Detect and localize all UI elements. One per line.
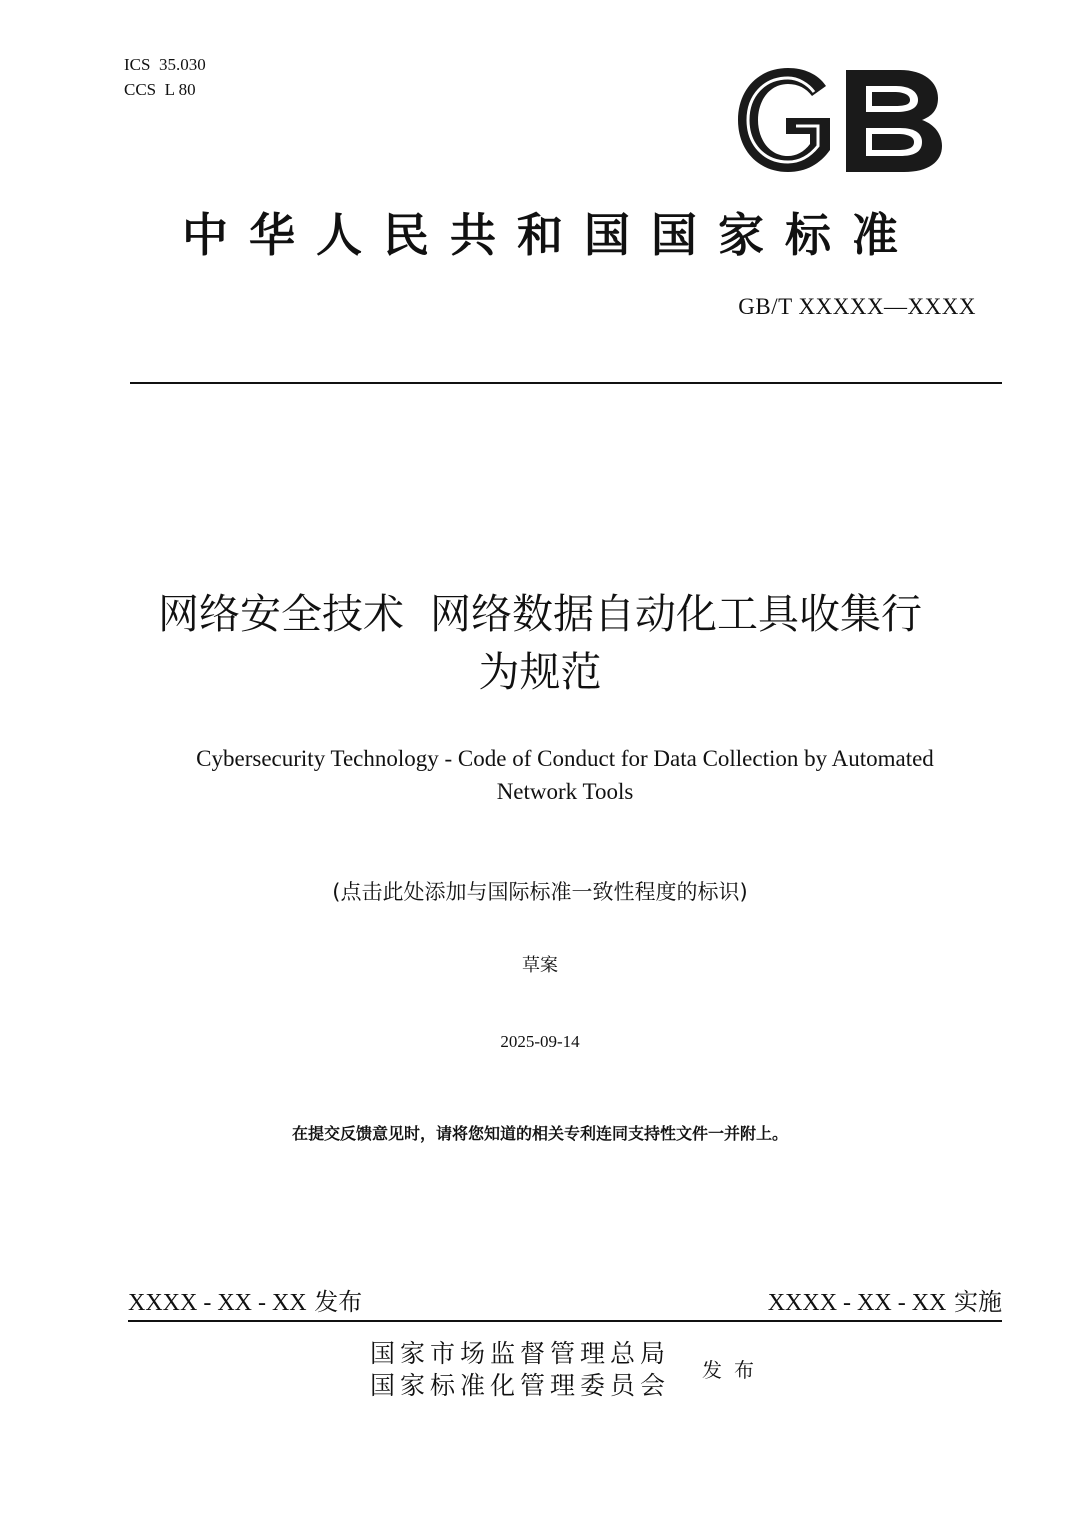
top-rule (130, 382, 1002, 384)
title-english (120, 742, 1010, 808)
title-chinese-line-1: 网络安全技术 网络数据自动化工具收集行 (157, 590, 923, 638)
publishers (370, 1338, 670, 1402)
conformance-note[interactable]: (点击此处添加与国际标准一致性程度的标识) (332, 880, 748, 904)
publish-date: XXXX - XX - XX (128, 1290, 307, 1316)
title-chinese-line-2: 为规范 (478, 648, 602, 696)
implement-label: 实施 (954, 1288, 1002, 1316)
gb-logo (734, 64, 946, 176)
classification-codes (124, 52, 206, 102)
patent-notice: 在提交反馈意见时，请将您知道的相关专利连同支持性文件一并附上。 (291, 1124, 788, 1143)
publish-date-line (128, 1286, 362, 1319)
standard-number: GB/T XXXXX—XXXX (738, 294, 976, 319)
national-standard-title: 中华人民共和国国家标准 (182, 208, 919, 262)
title-chinese (100, 585, 980, 701)
draft-date: 2025-09-14 (500, 1032, 580, 1051)
ccs-code: CCS L 80 (124, 80, 196, 99)
title-english-line-1: Cybersecurity Technology - Code of Conduct for Data Collection by Automated (196, 746, 934, 771)
publish-word: 发布 (702, 1358, 766, 1382)
draft-label: 草案 (522, 955, 558, 976)
publish-label: 发布 (314, 1288, 363, 1316)
implement-date: XXXX - XX - XX (767, 1290, 947, 1316)
publisher-sac: 国家标准化管理委员会 (370, 1371, 671, 1400)
ics-code: ICS 35.030 (124, 55, 206, 74)
publisher-samr: 国家市场监督管理总局 (370, 1339, 671, 1368)
bottom-rule (128, 1320, 1002, 1322)
implement-date-line (768, 1286, 1002, 1319)
title-english-line-2: Network Tools (496, 779, 634, 804)
